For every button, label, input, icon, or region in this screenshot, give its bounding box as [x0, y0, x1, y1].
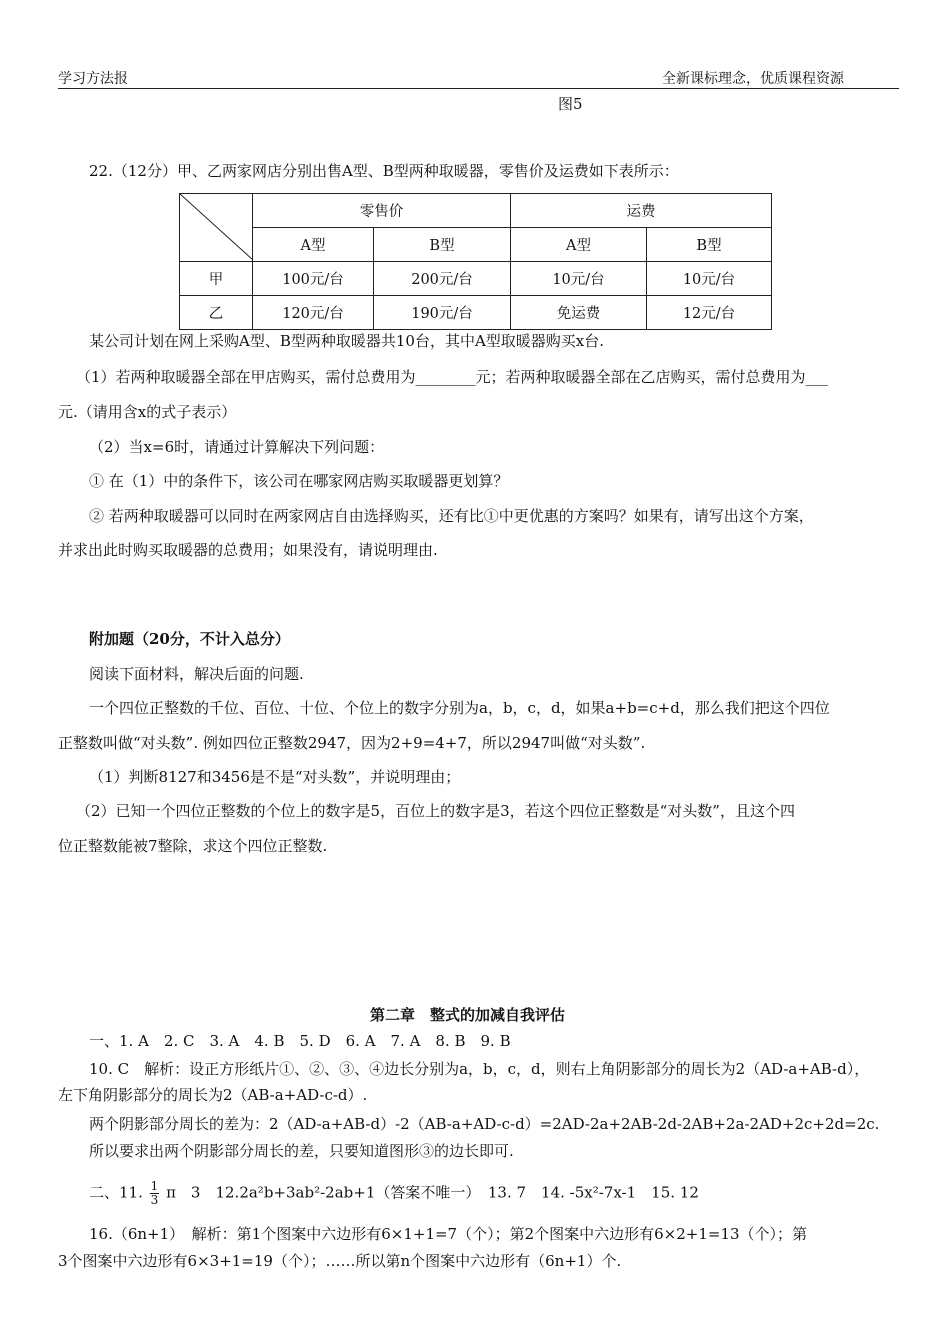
header-retail: 零售价 [253, 194, 511, 228]
bonus-read: 阅读下面材料，解决后面的问题. [89, 665, 304, 683]
header-left: 学习方法报 [58, 71, 128, 87]
q22-part1-line2: 元.（请用含x的式子表示） [58, 403, 237, 421]
bonus-definition-line1: 一个四位正整数的千位、百位、十位、个位上的数字分别为a，b，c，d，如果a+b=c+d，那么我们把这个四位 [89, 699, 830, 717]
ship-b: 12元/台 [647, 296, 772, 330]
answers-line7: 16.（6n+1） 解析：第1个图案中六边形有6×1+1=7（个）；第2个图案中六边形有6×2+1=13（个）；第 [89, 1225, 808, 1243]
bonus-title: 附加题（20分，不计入总分） [89, 630, 290, 648]
answers-title: 第二章 整式的加减自我评估 [370, 1006, 566, 1024]
q22-part1-line1: （1）若两种取暖器全部在甲店购买，需付总费用为________元；若两种取暖器全部在乙店购买，需付总费用为___ [76, 368, 829, 386]
shop-name: 甲 [180, 262, 253, 296]
answers-line2: 10. C 解析：设正方形纸片①、②、③、④边长分别为a，b，c，d，则右上角阴影部分的周长为2（AD-a+AB-d）， [89, 1060, 870, 1078]
retail-b: 190元/台 [374, 296, 511, 330]
fraction-one-third [150, 1180, 160, 1207]
answers-line5: 所以要求出两个阴影部分周长的差，只要知道图形③的边长即可. [89, 1142, 514, 1160]
answers-line3: 左下角阴影部分的周长为2（AB-a+AD-c-d）. [58, 1086, 368, 1104]
header-right: 全新课标理念，优质课程资源 [662, 71, 844, 87]
answers-line1: 一、1. A 2. C 3. A 4. B 5. D 6. A 7. A 8. B 9. B [89, 1032, 511, 1050]
q22-sub2-line1: ② 若两种取暖器可以同时在两家网店自由选择购买，还有比①中更优惠的方案吗？如果有，请写出这个方案， [89, 507, 814, 525]
header-retail-b: B型 [374, 228, 511, 262]
diagonal-line [180, 194, 253, 260]
q22-intro: 22.（12分）甲、乙两家网店分别出售A型、B型两种取暖器，零售价及运费如下表所示： [89, 162, 679, 180]
retail-b: 200元/台 [374, 262, 511, 296]
ship-a: 10元/台 [511, 262, 647, 296]
price-table [179, 193, 772, 330]
figure-caption: 图5 [558, 95, 583, 113]
fraction-numerator: 1 [150, 1179, 159, 1193]
ship-b: 10元/台 [647, 262, 772, 296]
answers-line6 [89, 1180, 699, 1207]
header-retail-a: A型 [253, 228, 374, 262]
fraction-denominator: 3 [150, 1193, 159, 1207]
table-row [180, 262, 772, 296]
retail-a: 120元/台 [253, 296, 374, 330]
bonus-q2-line1: （2）已知一个四位正整数的个位上的数字是5，百位上的数字是3，若这个四位正整数是“对头数”，且这个四 [76, 802, 795, 820]
table-corner-cell [180, 194, 253, 262]
header-rule [58, 88, 899, 89]
header-shipping: 运费 [511, 194, 772, 228]
q22-sub1: ① 在（1）中的条件下，该公司在哪家网店购买取暖器更划算？ [89, 472, 509, 490]
answers-line6-prefix: 二、11. [89, 1183, 143, 1202]
retail-a: 100元/台 [253, 262, 374, 296]
shop-name: 乙 [180, 296, 253, 330]
ship-a: 免运费 [511, 296, 647, 330]
answers-line6-rest: π 3 12.2a²b+3ab²-2ab+1（答案不唯一） 13. 7 14. -5x²-7x-1 15. 12 [166, 1183, 699, 1202]
bonus-q2-line2: 位正整数能被7整除，求这个四位正整数. [58, 837, 328, 855]
answers-line8: 3个图案中六边形有6×3+1=19（个）；……所以第n个图案中六边形有（6n+1）个. [58, 1252, 622, 1270]
answers-line4: 两个阴影部分周长的差为：2（AD-a+AB-d）-2（AB-a+AD-c-d）=2AD-2a+2AB-2d-2AB+2a-2AD+2c+2d=2c. [89, 1115, 880, 1133]
q22-plan: 某公司计划在网上采购A型、B型两种取暖器共10台，其中A型取暖器购买x台. [89, 332, 605, 350]
q22-sub2-line2: 并求出此时购买取暖器的总费用；如果没有，请说明理由. [58, 541, 438, 559]
table-row [180, 296, 772, 330]
header-shipping-b: B型 [647, 228, 772, 262]
header-shipping-a: A型 [511, 228, 647, 262]
bonus-q1: （1）判断8127和3456是不是“对头数”，并说明理由； [89, 768, 461, 786]
bonus-definition-line2: 正整数叫做“对头数”. 例如四位正整数2947，因为2+9=4+7，所以2947叫做“对头数”. [58, 734, 646, 752]
q22-part2: （2）当x=6时，请通过计算解决下列问题： [89, 438, 385, 456]
